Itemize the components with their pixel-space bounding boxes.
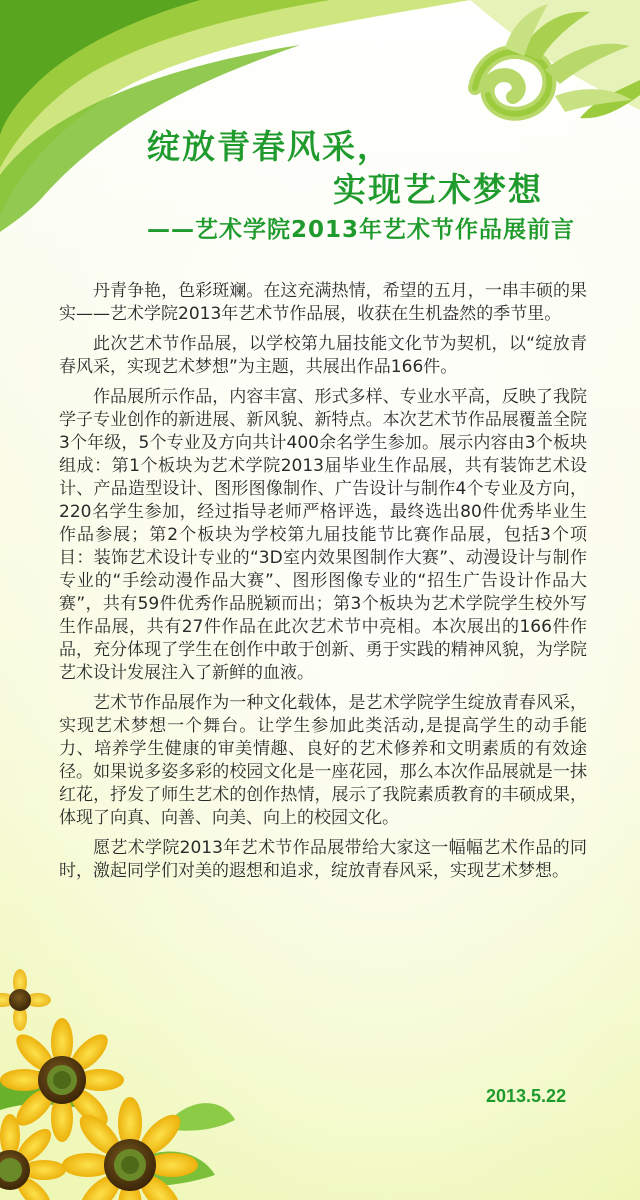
date-label: 2013.5.22 xyxy=(486,1086,567,1106)
title-line-1: 绽放青春风采， xyxy=(147,127,392,166)
subtitle: ——艺术学院2013年艺术节作品展前言 xyxy=(147,217,576,243)
paragraph-3: 作品展所示作品，内容丰富、形式多样、专业水平高，反映了我院学子专业创作的新进展、新风貌、新特点。本次艺术节作品展覆盖全院3个年级，5个专业及方向共计400余名学生参加。展示内容由3个板块组成：第1个板块为艺术学院2013届毕业生作品展，共有装饰艺术设计、产品造型设计、图形图像制作、广告设计与制作4个专业及方向，220名学生参加，经过指导老师严格评选，最终选出80件优秀毕业生作品参展；第2个板块为学校第九届技能节比赛作品展，包括3个项目：装饰艺术设计专业的“3D室内效果图制作大赛”、动漫设计与制作专业的“手绘动漫作品大赛”、图形图像专业的“招生广告设计作品大赛”，共有59件优秀作品脱颖而出；第3个板块为艺术学院学生校外写生作品展，共有27件作品在此次艺术节中亮相。本次展出的166件作品，充分体现了学生在创作中敢于创新、勇于实践的精神风貌，为学院艺术设计发展注入了新鲜的血液。 xyxy=(59,387,587,683)
title-line-2: 实现艺术梦想 xyxy=(333,170,543,209)
paragraph-5: 愿艺术学院2013年艺术节作品展带给大家这一幅幅艺术作品的同时，激起同学们对美的遐想和追求，绽放青春风采，实现艺术梦想。 xyxy=(59,838,587,881)
paragraph-4: 艺术节作品展作为一种文化载体，是艺术学院学生绽放青春风采，实现艺术梦想一个舞台。让学生参加此类活动,是提高学生的动手能力、培养学生健康的审美情趣、良好的艺术修养和文明素质的有效途径。如果说多姿多彩的校园文化是一座花园，那么本次作品展就是一抹红花，抒发了师生艺术的创作热情，展示了我院素质教育的丰硕成果，体现了向真、向善、向美、向上的校园文化。 xyxy=(59,693,587,828)
paragraph-1: 丹青争艳，色彩斑斓。在这充满热情，希望的五月，一串丰硕的果实——艺术学院2013年艺术节作品展，收获在生机盎然的季节里。 xyxy=(59,281,587,324)
preface-body xyxy=(59,280,587,890)
paragraph-2: 此次艺术节作品展，以学校第九届技能文化节为契机，以“绽放青春风采，实现艺术梦想”为主题，共展出作品166件。 xyxy=(59,334,587,377)
